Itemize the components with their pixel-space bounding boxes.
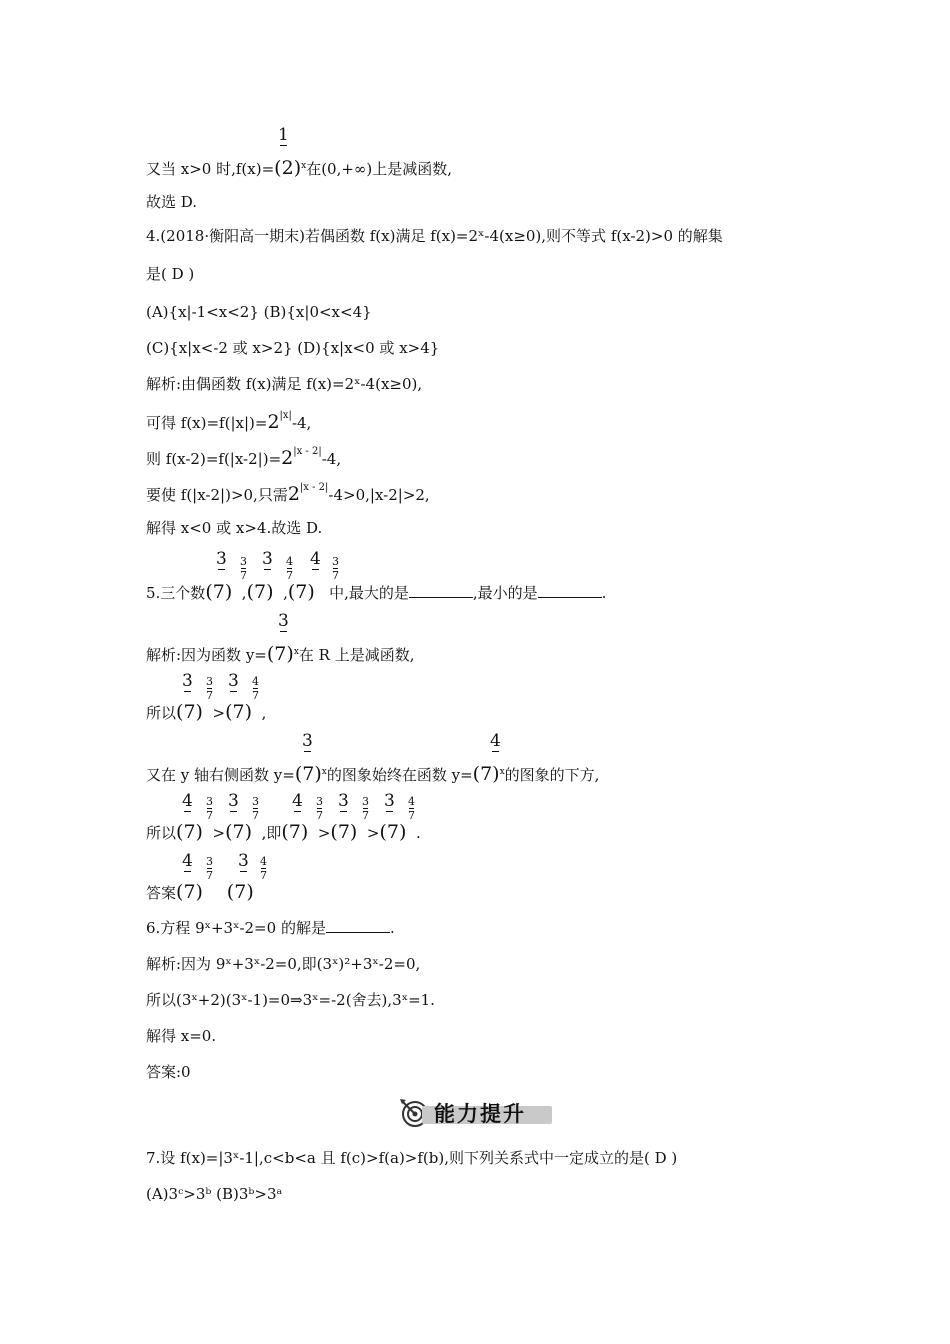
frac-3-7: 3	[302, 731, 313, 751]
exp-3-7: 3 7	[332, 555, 339, 582]
q5-solution-1: 解析:因为函数 $y=(7)^x$在 R 上是减函数,	[146, 643, 415, 665]
q6-solution-3: 解得 x=0.	[146, 1027, 217, 1045]
frac-3-7: 3	[278, 611, 289, 631]
q5-solution-3: 又在 y 轴右侧函数 $y=(7)^x$的图象始终在函数 $y=(7)^x$的图象的下方,	[146, 763, 600, 785]
q5-answer: 答案(7) (7)	[146, 881, 254, 903]
fraction-one-half: 1	[278, 125, 289, 145]
question-7-options: (A)3ᶜ>3ᵇ (B)3ᵇ>3ᵃ	[146, 1185, 283, 1203]
exp-4-7: 4 7	[408, 795, 415, 822]
section-title: 能力提升	[434, 1102, 526, 1126]
frac-3-7: 3	[238, 851, 249, 871]
frac-4-7: 4	[310, 549, 321, 569]
frac-3-7: 3	[384, 791, 395, 811]
exp-3-7: 3 7	[206, 795, 213, 822]
exp-3-7: 3 7	[362, 795, 369, 822]
question-5-stem: 5.三个数(7) ,(7) ,(7) 中,最大的是 ,最小的是 .	[146, 581, 607, 603]
section-heading	[398, 1096, 558, 1130]
frac-3-7: 3	[216, 549, 227, 569]
frac-4-7: 4	[292, 791, 303, 811]
frac-4-7: 4	[182, 851, 193, 871]
q4-solution-4: 要使 f(|x-2|)>0,只需$2^{|x - 2|}-4>0,|x-2|>2$,	[146, 482, 430, 505]
exp-3-7: 3 7	[240, 555, 247, 582]
line-1: 又当 x>0 时$,f(x)=(2)^x$在(0,+∞)上是减函数,	[146, 157, 453, 179]
q6-answer: 答案:0	[146, 1063, 191, 1081]
exp-4-7: 4 7	[252, 675, 259, 702]
q5-solution-2: 所以(7) >(7) ,	[146, 701, 267, 723]
question-4-options-cd: (C){x|x<-2 或 x>2} (D){x|x<0 或 x>4}	[146, 339, 440, 357]
q6-solution-2: 所以(3ˣ+2)(3ˣ-1)=0⇒3ˣ=-2(舍去),3ˣ=1.	[146, 991, 435, 1009]
question-4-options-ab: (A){x|-1<x<2} (B){x|0<x<4}	[146, 303, 372, 321]
question-4-answer: 是( D )	[146, 265, 195, 283]
frac-4-7: 4	[182, 791, 193, 811]
exp-3-7: 3 7	[206, 675, 213, 702]
frac-3-7: 3	[338, 791, 349, 811]
frac-3-7: 3	[262, 549, 273, 569]
q6-solution-1: 解析:因为 9ˣ+3ˣ-2=0,即(3ˣ)²+3ˣ-2=0,	[146, 955, 421, 973]
frac-3-7: 3	[228, 791, 239, 811]
answer-blank[interactable]	[538, 583, 602, 598]
question-7-stem: 7.设 f(x)=|3ˣ-1|,c<b<a 且 f(c)>f(a)>f(b),则下列关系式中一定成立的是( D )	[146, 1149, 678, 1167]
frac-3-7: 3	[228, 671, 239, 691]
exp-3-7: 3 7	[316, 795, 323, 822]
frac-3-7: 3	[182, 671, 193, 691]
exp-4-7: 4 7	[286, 555, 293, 582]
q4-solution-1: 解析:由偶函数 f(x)满足 f(x)=2ˣ-4(x≥0),	[146, 375, 423, 393]
q4-solution-5: 解得 x<0 或 x>4.故选 D.	[146, 519, 323, 537]
q5-solution-4: 所以(7) >(7) ,即(7) >(7) >(7) .	[146, 821, 421, 843]
q4-solution-3: 则 $f(x-2)=f(|x-2|)=2^{|x - 2|}-4$,	[146, 446, 342, 469]
exp-3-7: 3 7	[252, 795, 259, 822]
exp-4-7: 4 7	[260, 855, 267, 882]
frac-4-7: 4	[490, 731, 501, 751]
line-2: 故选 D.	[146, 193, 198, 211]
answer-blank[interactable]	[326, 918, 390, 933]
exp-3-7: 3 7	[206, 855, 213, 882]
question-6-stem: 6.方程 9ˣ+3ˣ-2=0 的解是 .	[146, 919, 395, 937]
q4-solution-2: 可得 $f(x)=f(|x|)=2^{|x|}-4$,	[146, 410, 312, 433]
answer-blank[interactable]	[409, 583, 473, 598]
question-4-stem: 4.(2018·衡阳高一期末)若偶函数 f(x)满足 f(x)=2ˣ-4(x≥0),则不等式 f(x-2)>0 的解集	[146, 227, 723, 245]
